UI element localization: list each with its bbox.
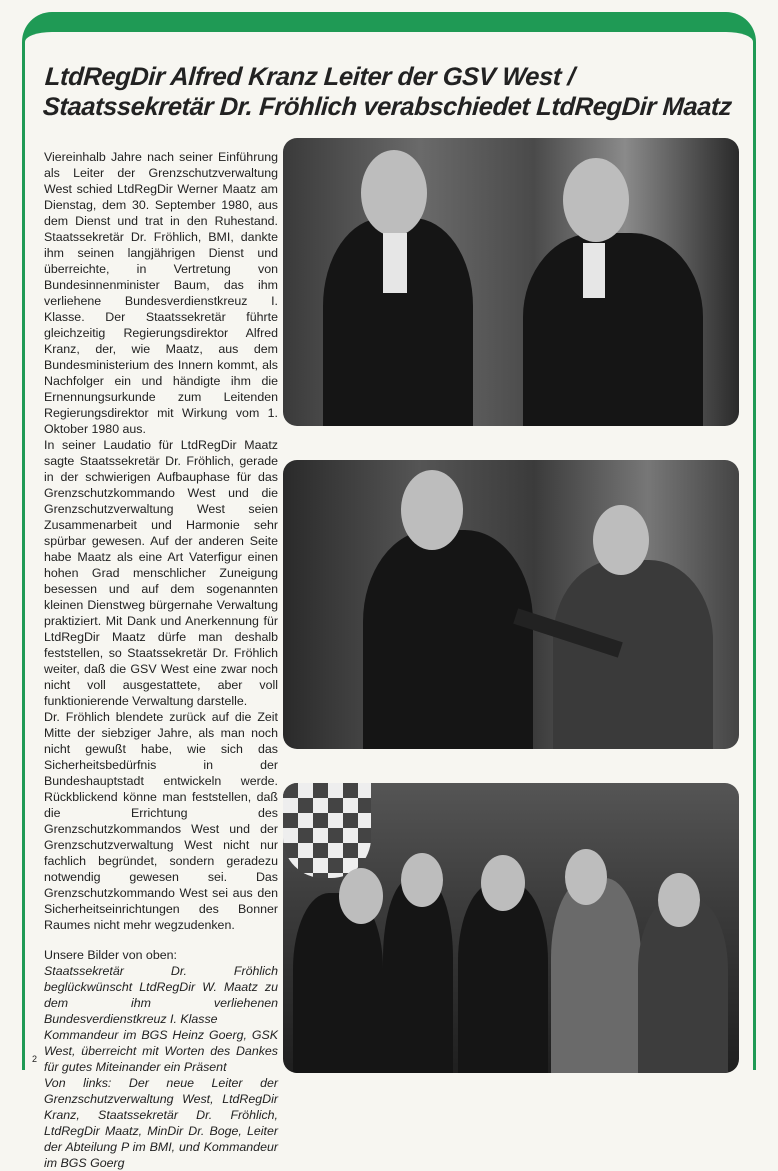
captions-intro: Unsere Bilder von oben: [44,948,177,962]
caption-2: Kommandeur im BGS Heinz Goerg, GSK West, überreicht mit Worten des Dankes für gutes Miteinander ein Präsent [44,1028,278,1074]
photo-captions [44,947,278,1171]
caption-1: Staatssekretär Dr. Fröhlich beglückwünscht LtdRegDir W. Maatz zu dem ihm verliehenen Bundesverdienstkreuz I. Klasse [44,964,278,1026]
left-text-column [44,149,278,1171]
photo-group [283,783,739,1073]
article-title [42,62,746,122]
caption-3: Von links: Der neue Leiter der Grenzschutzverwaltung West, LtdRegDir Kranz, Staatssekretär Dr. Fröhlich, LtdRegDir Maatz, MinDir Dr. Boge, Leiter der Abteilung P im BMI, und Kommandeur im BGS Goerg [44,1076,278,1170]
photo-handshake [283,138,739,426]
photo-present-handover [283,460,739,749]
title-line-1: LtdRegDir Alfred Kranz Leiter der GSV West / [44,63,576,91]
paragraph: Dr. Fröhlich blendete zurück auf die Zeit Mitte der siebziger Jahre, als man noch nicht gewußt habe, wie sich das Sicherheitsbedürfnis in der Bundeshauptstadt entwickeln werde. Rückblickend könne man feststellen, daß die Errichtung des Grenzschutzkommandos West und der Grenzschutzverwaltung West nicht nur fachlich begründet, sondern geradezu notwendig gewesen sei. Das Grenzschutzkommando West sei aus den Sicherheitseinrichtungen des Bonner Raumes nicht mehr wegzudenken. [44,710,278,932]
article-body [44,149,278,933]
title-line-2: Staatssekretär Dr. Fröhlich verabschiedet LtdRegDir Maatz [41,93,733,121]
paragraph: In seiner Laudatio für LtdRegDir Maatz sagte Staatssekretär Dr. Fröhlich, gerade in der schwierigen Aufbauphase für das Grenzschutzkommando West und die Grenzschutzverwaltung West seien Zusammenarbeit und Harmonie sehr spürbar gewesen. Auf der anderen Seite habe Maatz als eine Art Vaterfigur einen hohen Grad menschlicher Zuneigung besessen und auf dem sogenannten kleinen Dienstweg bürgernahe Verwaltung praktiziert. Mit Dank und Anerkennung für LtdRegDir Maatz dürfe man deshalb feststellen, so Staatssekretär Dr. Fröhlich weiter, daß die GSV West eine zwar noch nicht voll ausgestattete, aber voll funktionierende Verwaltung darstelle. [44,438,278,708]
coat-of-arms [283,783,371,878]
page-number: 2 [32,1054,38,1064]
paragraph: Viereinhalb Jahre nach seiner Einführung als Leiter der Grenzschutzverwaltung West schied LtdRegDir Werner Maatz am Dienstag, dem 30. September 1980, aus dem Dienst und trat in den Ruhestand. Staatssekretär Dr. Fröhlich, BMI, dankte ihm seinen langjährigen Dienst und überreichte, in Vertretung von Bundesinnenminister Baum, das ihm verliehene Bundesverdienstkreuz I. Klasse. Der Staatssekretär führte gleichzeitig Regierungsdirektor Alfred Kranz, der, wie Maatz, aus dem Bundesministerium des Innern kommt, als Nachfolger ein und händigte ihm die Ernennungsurkunde zum Leitenden Regierungsdirektor mit Wirkung vom 1. Oktober 1980 aus. [44,150,278,436]
